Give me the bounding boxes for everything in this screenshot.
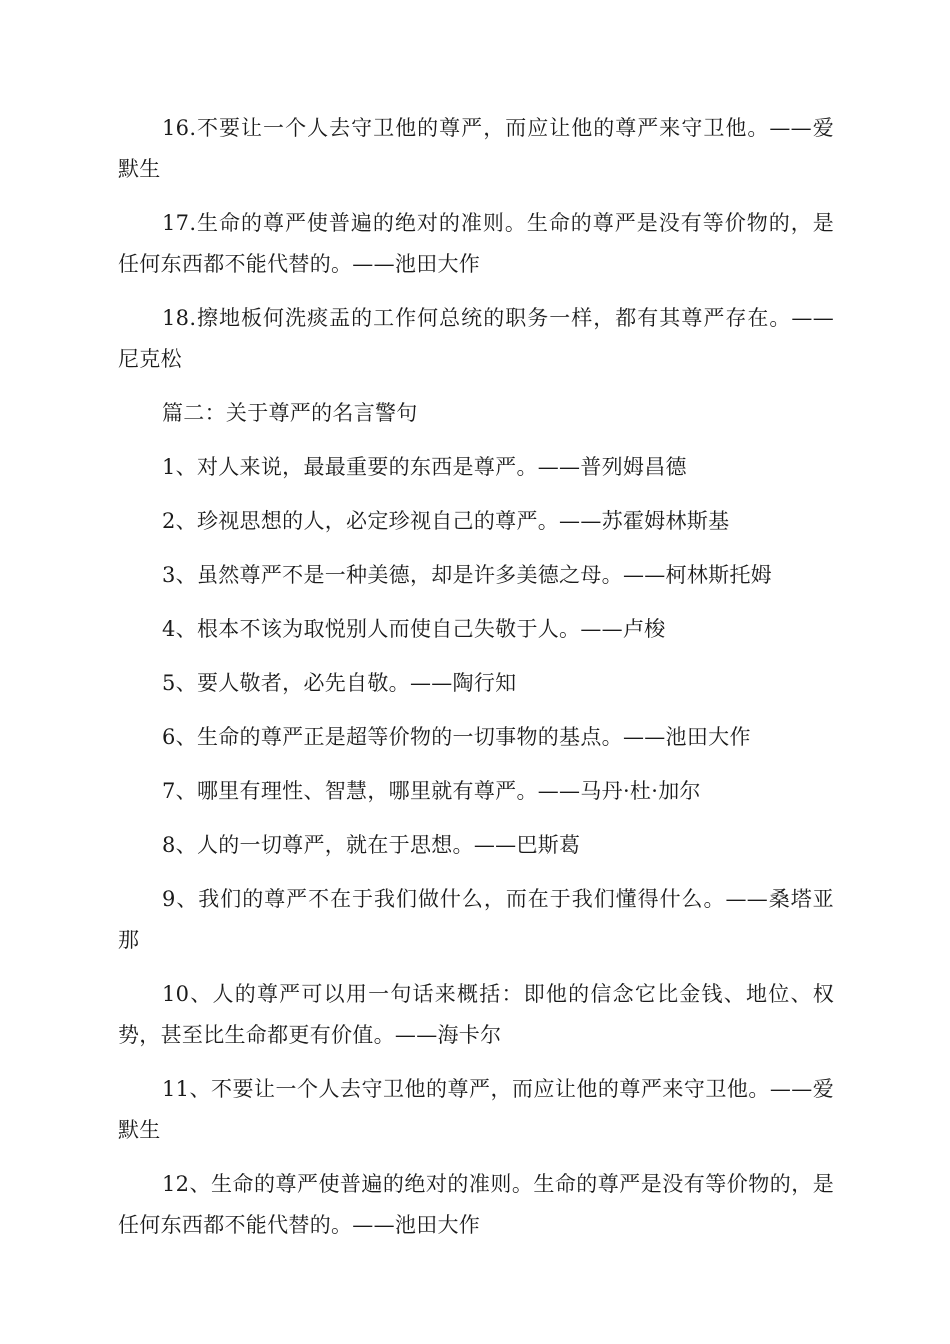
quote-5: 5、要人敬者，必先自敬。——陶行知 bbox=[162, 671, 517, 695]
document-page bbox=[118, 108, 834, 1259]
quote-1: 1、对人来说，最最重要的东西是尊严。——普列姆昌德 bbox=[162, 455, 687, 479]
quote-7: 7、哪里有理性、智慧，哪里就有尊严。——马丹·杜·加尔 bbox=[162, 779, 701, 803]
quote-3: 3、虽然尊严不是一种美德，却是许多美德之母。——柯林斯托姆 bbox=[162, 563, 773, 587]
quote-9: 9、我们的尊严不在于我们做什么，而在于我们懂得什么。——桑塔亚那 bbox=[118, 887, 834, 952]
quote-8: 8、人的一切尊严，就在于思想。——巴斯葛 bbox=[162, 833, 581, 857]
quote-16: 16.不要让一个人去守卫他的尊严，而应让他的尊严来守卫他。——爱默生 bbox=[118, 116, 834, 181]
quote-18: 18.擦地板何洗痰盂的工作何总统的职务一样，都有其尊严存在。——尼克松 bbox=[118, 306, 834, 371]
quote-2: 2、珍视思想的人，必定珍视自己的尊严。——苏霍姆林斯基 bbox=[162, 509, 730, 533]
quote-11: 11、不要让一个人去守卫他的尊严，而应让他的尊严来守卫他。——爱默生 bbox=[118, 1077, 834, 1142]
quote-17: 17.生命的尊严使普遍的绝对的准则。生命的尊严是没有等价物的，是任何东西都不能代替的。——池田大作 bbox=[118, 211, 834, 276]
section-heading: 篇二：关于尊严的名言警句 bbox=[162, 401, 418, 425]
quote-4: 4、根本不该为取悦别人而使自己失敬于人。——卢梭 bbox=[162, 617, 666, 641]
quote-12: 12、生命的尊严使普遍的绝对的准则。生命的尊严是没有等价物的，是任何东西都不能代替的。——池田大作 bbox=[118, 1172, 834, 1237]
quote-6: 6、生命的尊严正是超等价物的一切事物的基点。——池田大作 bbox=[162, 725, 751, 749]
quote-10: 10、人的尊严可以用一句话来概括：即他的信念它比金钱、地位、权势，甚至比生命都更有价值。——海卡尔 bbox=[118, 982, 834, 1047]
